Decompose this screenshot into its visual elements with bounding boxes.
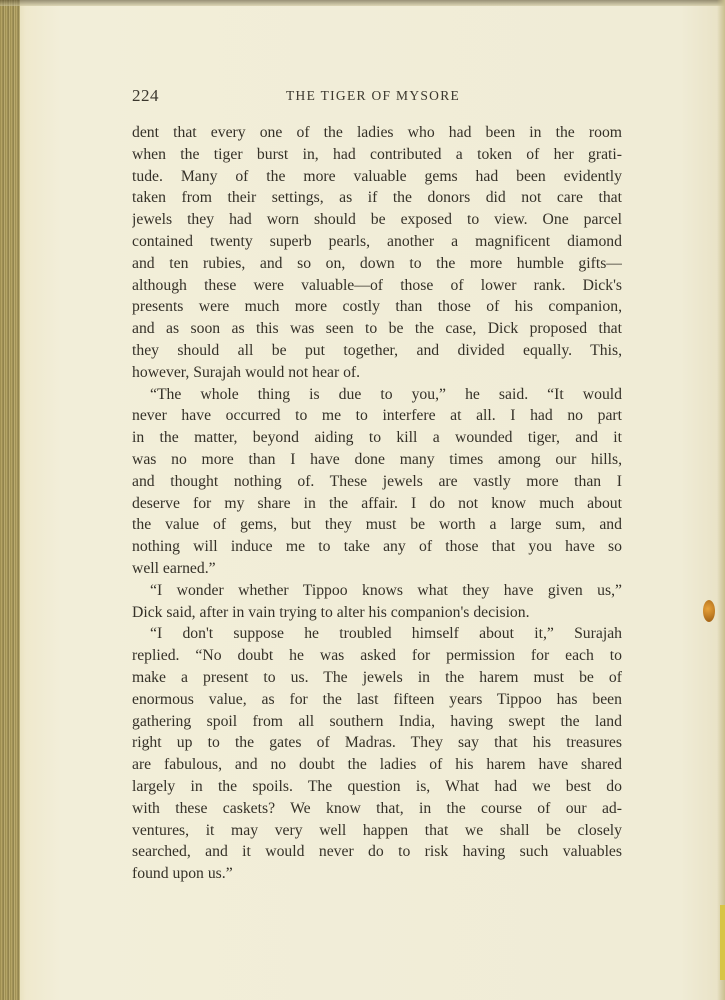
text-line: “I wonder whether Tippoo knows what they have given us,”: [150, 581, 622, 599]
text-line: right up to the gates of Madras. They say that his treasures: [132, 734, 622, 752]
running-title: THE TIGER OF MYSORE: [286, 88, 461, 103]
text-line: ventures, it may very well happen that we shall be closely: [132, 821, 622, 839]
text-line: and as soon as this was seen to be the case, Dick proposed that: [132, 320, 622, 338]
text-line: are fabulous, and no doubt the ladies of his harem have shared: [132, 756, 622, 774]
text-line: in the matter, beyond aiding to kill a wounded tiger, and it: [132, 429, 622, 447]
text-line: they should all be put together, and divided equally. This,: [132, 341, 622, 359]
text-line: nothing will induce me to take any of those that you have so: [132, 538, 622, 556]
text-line: enormous value, as for the last fifteen years Tippoo has been: [132, 690, 622, 708]
text-line: “I don't suppose he troubled himself about it,” Surajah: [150, 625, 622, 643]
text-line: was no more than I have done many times among our hills,: [132, 450, 622, 468]
text-line: however, Surajah would not hear of.: [132, 363, 361, 381]
text-line: gathering spoil from all southern India, having swept the land: [132, 712, 622, 730]
text-line: contained twenty superb pearls, another a magnificent diamond: [132, 232, 622, 250]
text-line: searched, and it would never do to risk having such valuables: [132, 843, 622, 861]
body-text: [132, 122, 622, 885]
text-line: never have occurred to me to interfere at all. I had no part: [132, 407, 622, 425]
text-line: well earned.”: [132, 559, 216, 577]
page-right-edge: [717, 0, 725, 1000]
text-line: presents were much more costly than those of his companion,: [132, 298, 622, 316]
page-top-edge: [0, 0, 725, 6]
text-line: jewels they had worn should be exposed to view. One parcel: [132, 211, 622, 229]
running-head: [132, 86, 622, 108]
page-binding: [0, 0, 20, 1000]
text-line: Dick said, after in vain trying to alter his companion's decision.: [132, 603, 530, 621]
text-line: and ten rubies, and so on, down to the more humble gifts—: [132, 254, 622, 272]
page-edge-highlight: [720, 905, 725, 980]
text-line: largely in the spoils. The question is, What had we best do: [132, 777, 622, 795]
text-line: dent that every one of the ladies who had been in the room: [132, 124, 622, 141]
text-line: taken from their settings, as if the donors did not care that: [132, 189, 622, 207]
text-line: the value of gems, but they must be worth a large sum, and: [132, 516, 622, 534]
text-line: with these caskets? We know that, in the course of our ad-: [132, 799, 622, 817]
text-line: and thought nothing of. These jewels are vastly more than I: [132, 472, 622, 490]
text-line: deserve for my share in the affair. I do not know much about: [132, 494, 622, 512]
text-line: make a present to us. The jewels in the harem must be of: [132, 668, 622, 686]
text-line: found upon us.”: [132, 865, 233, 883]
text-line: “The whole thing is due to you,” he said. “It would: [150, 385, 622, 403]
page-number: 224: [132, 86, 159, 105]
text-line: although these were valuable—of those of lower rank. Dick's: [132, 276, 622, 294]
text-line: when the tiger burst in, had contributed a token of her grati-: [132, 145, 622, 163]
text-line: replied. “No doubt he was asked for permission for each to: [132, 647, 622, 665]
text-line: tude. Many of the more valuable gems had been evidently: [132, 167, 622, 185]
paper-stain: [703, 600, 715, 622]
